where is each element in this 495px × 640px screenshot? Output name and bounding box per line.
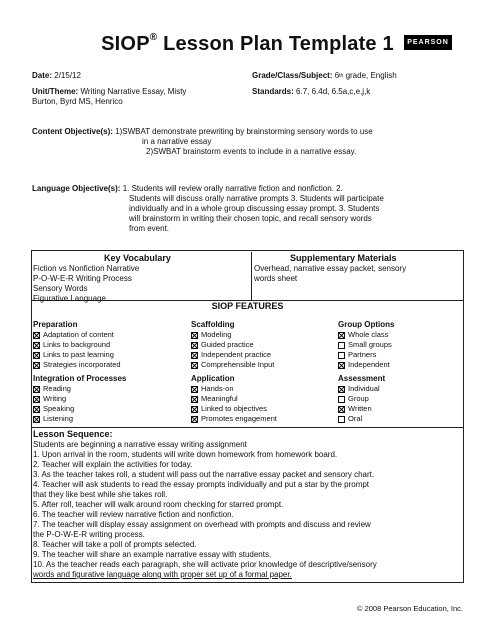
checkbox-icon[interactable]	[338, 352, 345, 359]
standards-field: Standards: 6.7, 6.4d, 6.5a,c,e,j,k	[252, 87, 371, 96]
checkbox-linked-objectives[interactable]: Linked to objectives	[191, 404, 277, 414]
lesson-line: 1. Upon arrival in the room, students will write down homework from homework board.	[33, 450, 338, 459]
checkbox-icon[interactable]	[191, 362, 198, 369]
checkbox-group[interactable]: Group	[338, 394, 385, 404]
checkbox-guided[interactable]: Guided practice	[191, 340, 274, 350]
checkbox-independent-practice[interactable]: Independent practice	[191, 350, 274, 360]
group-options-section: Group Options Whole class Small groups Partners Independent	[338, 320, 395, 369]
checkbox-links-background[interactable]: Links to background	[33, 340, 121, 350]
supplementary-heading: Supplementary Materials	[290, 253, 397, 263]
checkbox-speaking[interactable]: Speaking	[33, 404, 126, 414]
copyright-footer: © 2008 Pearson Education, Inc.	[356, 604, 463, 613]
checkbox-icon[interactable]	[33, 416, 40, 423]
checkbox-icon[interactable]	[33, 406, 40, 413]
siop-features-heading: SIOP FEATURES	[211, 301, 284, 311]
checkbox-listening[interactable]: Listening	[33, 414, 126, 424]
lesson-line: 6. The teacher will review narrative fiction and nonfiction.	[33, 510, 234, 519]
checkbox-icon[interactable]	[338, 406, 345, 413]
content-objectives: Content Objective(s): 1)SWBAT demonstrate prewriting by brainstorming sensory words to use in a narrative essay 2)SWBAT brainstorm events to include in a narrative essay.	[32, 127, 373, 156]
checkbox-icon[interactable]	[191, 406, 198, 413]
lesson-line: 10. As the teacher reads each paragraph, she will activate prior knowledge of descriptive/sensory	[33, 560, 377, 569]
checkbox-adaptation[interactable]: Adaptation of content	[33, 330, 121, 340]
vocab-item: Sensory Words	[33, 284, 88, 293]
checkbox-written[interactable]: Written	[338, 404, 385, 414]
checkbox-meaningful[interactable]: Meaningful	[191, 394, 277, 404]
checkbox-icon[interactable]	[33, 386, 40, 393]
checkbox-icon[interactable]	[338, 362, 345, 369]
checkbox-icon[interactable]	[33, 396, 40, 403]
lesson-line: 5. After roll, teacher will walk around room checking for starred prompt.	[33, 500, 284, 509]
row-divider	[31, 427, 464, 428]
checkbox-icon[interactable]	[338, 342, 345, 349]
checkbox-icon[interactable]	[191, 396, 198, 403]
checkbox-icon[interactable]	[191, 416, 198, 423]
lesson-line: 7. The teacher will display essay assignment on overhead with prompts and discuss and review	[33, 520, 371, 529]
checkbox-links-past[interactable]: Links to past learning	[33, 350, 121, 360]
pearson-logo: PEARSON	[404, 35, 452, 50]
checkbox-strategies[interactable]: Strategies incorporated	[33, 360, 121, 370]
assessment-section: Assessment Individual Group Written Oral	[338, 374, 386, 423]
checkbox-reading[interactable]: Reading	[33, 384, 126, 394]
checkbox-icon[interactable]	[338, 396, 345, 403]
vocab-item: Fiction vs Nonfiction Narrative	[33, 264, 140, 273]
scaffolding-section: Scaffolding Modeling Guided practice Independent practice Comprehensible Input	[191, 320, 275, 369]
checkbox-comprehensible[interactable]: Comprehensible Input	[191, 360, 274, 370]
lesson-line: 3. As the teacher takes roll, a student will pass out the narrative essay packet and sensory chart.	[33, 470, 375, 479]
checkbox-individual[interactable]: Individual	[338, 384, 385, 394]
lesson-line: words and figurative language along with proper set up of a formal paper.	[33, 570, 292, 579]
checkbox-icon[interactable]	[33, 342, 40, 349]
lesson-line: Students are beginning a narrative essay writing assignment	[33, 440, 247, 449]
grade-field: Grade/Class/Subject: 6th grade, English	[252, 71, 397, 80]
lesson-sequence-heading: Lesson Sequence:	[33, 429, 113, 439]
checkbox-icon[interactable]	[33, 332, 40, 339]
date-field: Date: 2/15/12	[32, 71, 81, 80]
lesson-line: the P-O-W-E-R writing process.	[33, 530, 145, 539]
key-vocabulary-heading: Key Vocabulary	[104, 253, 171, 263]
lesson-line: 8. Teacher will take a poll of prompts selected.	[33, 540, 197, 549]
checkbox-icon[interactable]	[191, 342, 198, 349]
checkbox-icon[interactable]	[338, 332, 345, 339]
checkbox-icon[interactable]	[191, 386, 198, 393]
vocab-item: P-O-W-E-R Writing Process	[33, 274, 132, 283]
preparation-section: Preparation Adaptation of content Links to background Links to past learning Strategies incorporated	[33, 320, 121, 369]
lesson-sequence	[33, 429, 463, 580]
checkbox-oral[interactable]: Oral	[338, 414, 385, 424]
checkbox-icon[interactable]	[191, 332, 198, 339]
lesson-line: 2. Teacher will explain the activities for today.	[33, 460, 193, 469]
page-title: SIOP® Lesson Plan Template 1	[101, 32, 394, 55]
checkbox-icon[interactable]	[33, 352, 40, 359]
checkbox-icon[interactable]	[338, 416, 345, 423]
integration-section: Integration of Processes Reading Writing Speaking Listening	[33, 374, 127, 423]
vocab-item: Figurative Language	[33, 294, 106, 303]
lesson-line: that they like best while she takes roll.	[33, 490, 168, 499]
checkbox-icon[interactable]	[33, 362, 40, 369]
checkbox-icon[interactable]	[191, 352, 198, 359]
key-vocabulary-list	[33, 264, 139, 304]
language-objectives: Language Objective(s): 1. Students will review orally narrative fiction and nonfiction. 2. Students will discuss orally narrative prompts 3. Students will participate individually and in a whole group discussing essay prompt. 3. Students will brainstorm in writing their chosen topic, and recall sensory words from event.	[32, 184, 384, 233]
checkbox-partners[interactable]: Partners	[338, 350, 394, 360]
lesson-line: 9. The teacher will share an example narrative essay with students.	[33, 550, 272, 559]
checkbox-icon[interactable]	[338, 386, 345, 393]
checkbox-independent[interactable]: Independent	[338, 360, 394, 370]
checkbox-whole-class[interactable]: Whole class	[338, 330, 394, 340]
checkbox-small-groups[interactable]: Small groups	[338, 340, 394, 350]
checkbox-hands-on[interactable]: Hands-on	[191, 384, 277, 394]
checkbox-engagement[interactable]: Promotes engagement	[191, 414, 277, 424]
column-divider	[251, 252, 252, 300]
checkbox-modeling[interactable]: Modeling	[191, 330, 274, 340]
application-section: Application Hands-on Meaningful Linked to objectives Promotes engagement	[191, 374, 277, 423]
checkbox-writing[interactable]: Writing	[33, 394, 126, 404]
unit-field: Unit/Theme: Writing Narrative Essay, Misty Burton, Byrd MS, Henrico	[32, 87, 187, 106]
supplementary-text: Overhead, narrative essay packet, sensory words sheet	[254, 264, 407, 283]
lesson-line: 4. Teacher will ask students to read the essay prompts individually and put a star by the prompt	[33, 480, 370, 489]
